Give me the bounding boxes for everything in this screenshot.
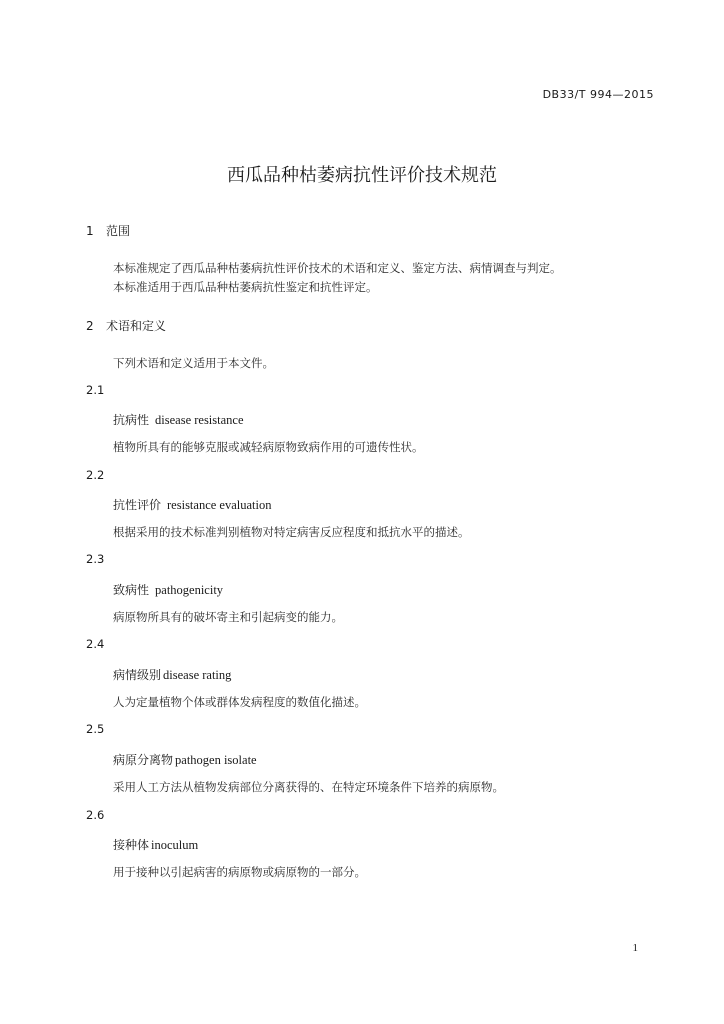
- term-en: disease resistance: [155, 413, 244, 427]
- term-number: 2.2: [86, 468, 105, 482]
- paragraph: 本标准适用于西瓜品种枯萎病抗性鉴定和抗性评定。: [113, 280, 378, 294]
- term-number: 2.6: [86, 808, 105, 822]
- term-cn: 病原分离物: [113, 753, 174, 767]
- term-number: 2.1: [86, 383, 105, 397]
- paragraph: 本标准规定了西瓜品种枯萎病抗性评价技术的术语和定义、鉴定方法、病情调查与判定。: [113, 261, 562, 275]
- term-en: disease rating: [163, 668, 232, 682]
- term-en: pathogen isolate: [175, 753, 257, 767]
- term-cn: 致病性: [113, 583, 150, 597]
- term-number: 2.3: [86, 552, 105, 566]
- term-definition: 病原物所具有的破坏寄主和引起病变的能力。: [113, 610, 343, 624]
- term-heading: [113, 666, 231, 683]
- term-definition: 人为定量植物个体或群体发病程度的数值化描述。: [113, 695, 366, 709]
- term-number: 2.4: [86, 637, 105, 651]
- term-cn: 抗病性: [113, 413, 150, 427]
- term-definition: 根据采用的技术标准判别植物对特定病害反应程度和抵抗水平的描述。: [113, 525, 470, 539]
- term-en: inoculum: [151, 838, 199, 852]
- term-heading: [113, 751, 257, 768]
- term-heading: [113, 836, 198, 853]
- term-heading: [113, 496, 271, 513]
- term-cn: 抗性评价: [113, 498, 162, 512]
- term-definition: 植物所具有的能够克服或减轻病原物致病作用的可遗传性状。: [113, 440, 424, 454]
- section-title: 术语和定义: [106, 319, 167, 333]
- section-heading: [86, 317, 166, 334]
- term-heading: [113, 411, 244, 428]
- paragraph: 下列术语和定义适用于本文件。: [113, 356, 274, 370]
- term-en: pathogenicity: [155, 583, 224, 597]
- document-title: 西瓜品种枯萎病抗性评价技术规范: [227, 165, 497, 186]
- term-en: resistance evaluation: [167, 498, 272, 512]
- section-number: 1: [86, 224, 94, 238]
- section-number: 2: [86, 319, 94, 333]
- term-cn: 接种体: [113, 838, 150, 852]
- document-code: DB33/T 994—2015: [542, 88, 654, 101]
- page-number: 1: [632, 942, 638, 954]
- term-definition: 用于接种以引起病害的病原物或病原物的一部分。: [113, 865, 366, 879]
- section-heading: [86, 222, 130, 239]
- section-title: 范围: [106, 224, 131, 238]
- term-cn: 病情级别: [113, 668, 162, 682]
- term-definition: 采用人工方法从植物发病部位分离获得的、在特定环境条件下培养的病原物。: [113, 780, 504, 794]
- term-number: 2.5: [86, 722, 105, 736]
- term-heading: [113, 581, 223, 598]
